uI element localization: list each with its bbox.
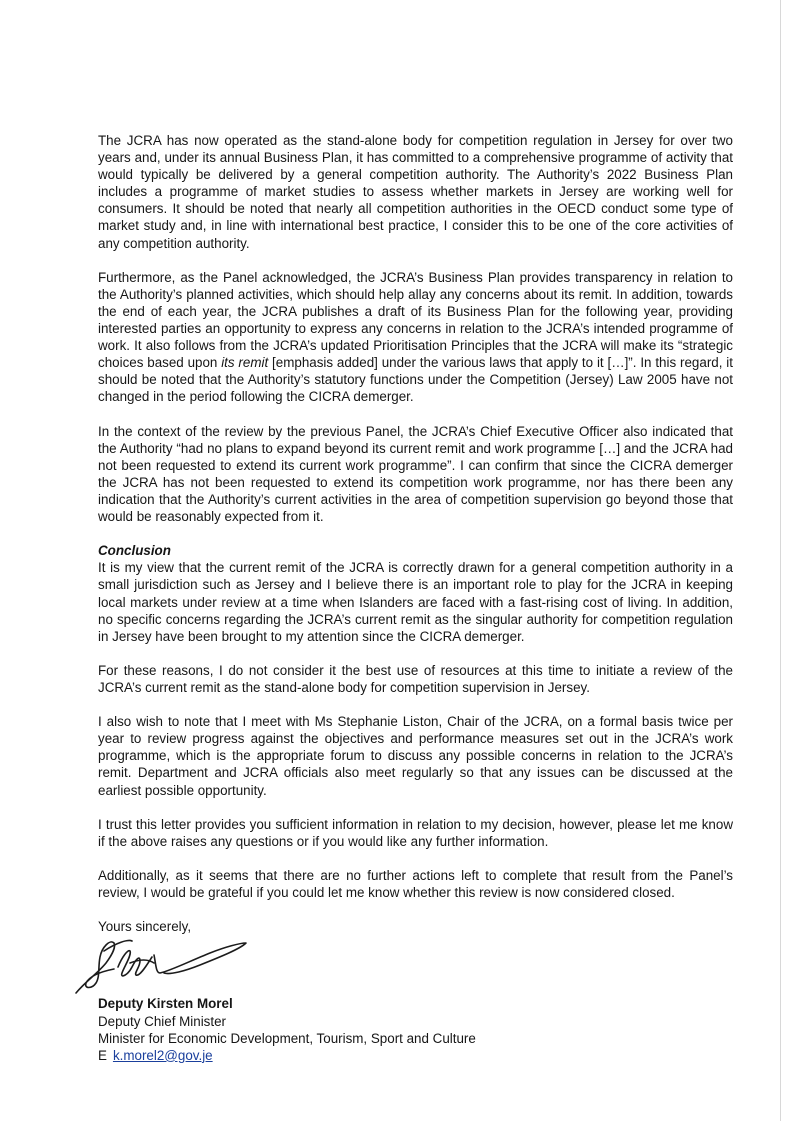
paragraph-business-plan-part2: [emphasis added] under the various laws that apply to it […]”. In this regard, it should be noted that the Authority’s statutory functions under the Competition (Jersey) Law 2005 have not changed in the period following the CICRA demerger.: [98, 355, 733, 405]
signatory-title-1: Deputy Chief Minister: [98, 1013, 227, 1029]
paragraph-previous-panel: In the context of the review by the previous Panel, the JCRA’s Chief Executive Officer also indicated that the Authority “had no plans to expand beyond its current remit and work programme […] and the JCRA had not been requested to extend its current work programme”. I can confirm that since the CICRA demerger the JCRA has not been requested to extend its competition work programme, nor has there been any indication that the Authority’s current activities in the area of competition supervision go beyond those that would be reasonably expected from it.: [98, 423, 733, 525]
emphasis-its-remit: its remit: [221, 355, 269, 371]
closing-salutation: Yours sincerely,: [98, 919, 192, 935]
signatory-title-2: Minister for Economic Development, Tourism, Sport and Culture: [98, 1030, 476, 1046]
signature-area: [98, 935, 733, 995]
email-prefix: E: [98, 1047, 107, 1063]
paragraph-reasons: For these reasons, I do not consider it the best use of resources at this time to initiate a review of the JCRA’s current remit as the stand-alone body for competition supervision in Jersey.: [98, 662, 733, 695]
email-row: [98, 1047, 733, 1064]
paragraph-closed-review: Additionally, as it seems that there are no further actions left to complete that result from the Panel’s review, I would be grateful if you could let me know whether this review is now considered closed.: [98, 868, 733, 901]
paragraph-meetings: I also wish to note that I meet with Ms Stephanie Liston, Chair of the JCRA, on a formal basis twice per year to review progress against the objectives and performance measures set out in the JCRA’s work programme, which is the appropriate forum to discuss any possible concerns in relation to the JCRA’s remit. Department and JCRA officials also meet regularly so that any issues can be discussed at the earliest possible opportunity.: [98, 714, 733, 798]
handwritten-signature: [70, 933, 270, 995]
paragraph-business-plan: [98, 269, 733, 406]
email-link[interactable]: k.morel2@gov.je: [112, 1047, 213, 1063]
paragraph-conclusion-view: It is my view that the current remit of the JCRA is correctly drawn for a general competition authority in a small jurisdiction such as Jersey and I believe there is an important role to play for the JCRA in keeping local markets under review at a time when Islanders are faced with a fast-rising cost of living. In addition, no specific concerns regarding the JCRA’s current remit as the singular authority for competition regulation in Jersey have been brought to my attention since the CICRA demerger.: [98, 560, 733, 644]
paragraph-jcra-operation: The JCRA has now operated as the stand-alone body for competition regulation in Jersey for over two years and, under its annual Business Plan, it has committed to a comprehensive programme of activity that would typically be delivered by a general competition authority. The Authority’s 2022 Business Plan includes a programme of market studies to assess whether markets in Jersey are working well for consumers. It should be noted that nearly all competition authorities in the OECD conduct some type of market study and, in line with international best practice, I consider this to be one of the core activities of any competition authority.: [98, 133, 733, 251]
letter-body: [98, 132, 733, 1064]
page-edge-line: [780, 0, 781, 1121]
paragraph-business-plan-part1: Furthermore, as the Panel acknowledged, the JCRA’s Business Plan provides transparency in relation to the Authority’s planned activities, which should help allay any concerns about its remit. In addition, towards the end of each year, the JCRA publishes a draft of its Business Plan for the following year, providing interested parties an opportunity to express any concerns in relation to the JCRA’s intended programme of work. It also follows from the JCRA’s updated Prioritisation Principles that the JCRA will make its “strategic choices based upon: [98, 269, 733, 371]
signature-block: [98, 995, 733, 1063]
signatory-name: Deputy Kirsten Morel: [98, 996, 233, 1012]
paragraph-trust: I trust this letter provides you sufficient information in relation to my decision, however, please let me know if the above raises any questions or if you would like any further information.: [98, 816, 733, 849]
conclusion-heading: Conclusion: [98, 543, 171, 559]
